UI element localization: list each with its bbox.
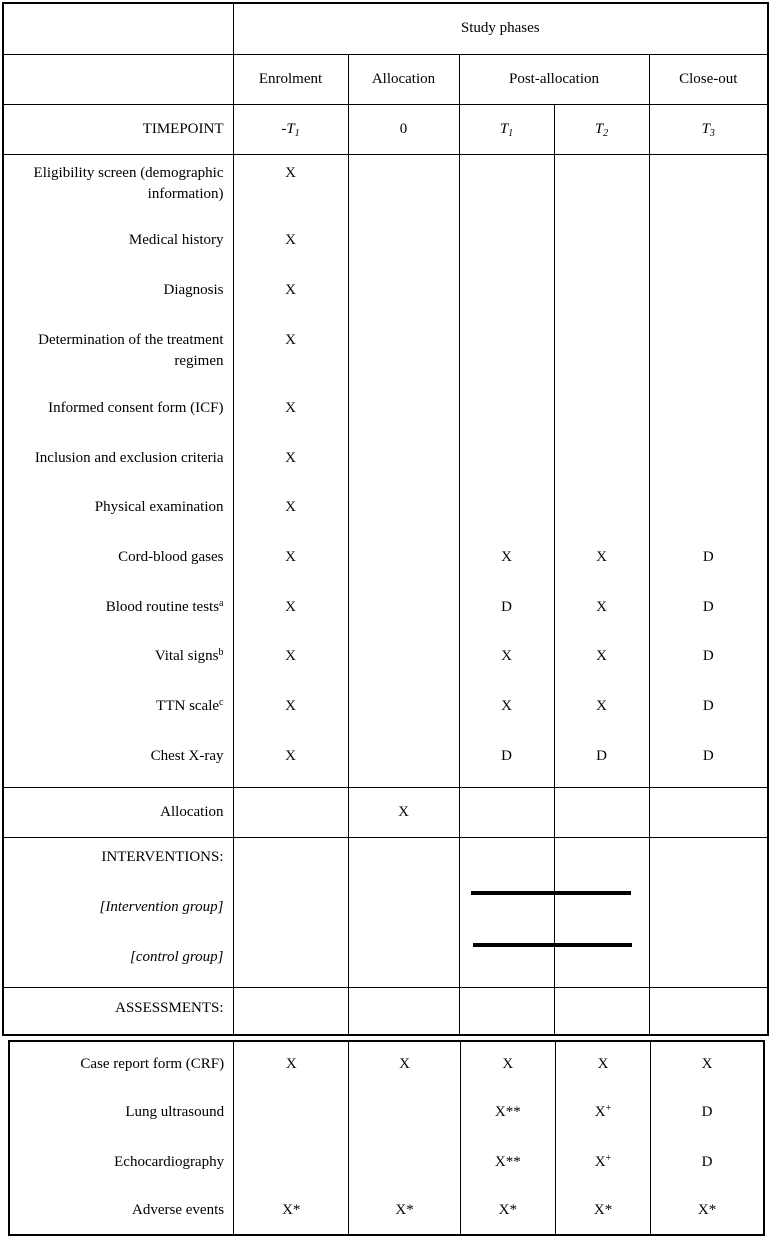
phase-post-allocation: Post-allocation	[459, 54, 649, 104]
timepoint-allocation: 0	[348, 104, 459, 154]
study-phases-header: Study phases	[233, 3, 768, 54]
row-label: Inclusion and exclusion criteria	[3, 440, 233, 489]
cell-t3: X	[701, 1056, 713, 1072]
cell-enrol: X	[233, 589, 348, 638]
cell	[649, 987, 768, 1035]
cell	[554, 787, 649, 837]
cell-t2	[554, 154, 649, 222]
cell	[649, 837, 768, 987]
table-row	[3, 222, 768, 272]
cell-t2	[554, 222, 649, 272]
cell-t3	[649, 390, 768, 440]
cell-alloc	[348, 589, 459, 638]
cell-alloc	[349, 1137, 460, 1187]
cell-alloc: X*	[349, 1187, 460, 1235]
cell-t1: X	[459, 638, 554, 688]
row-label: Informed consent form (ICF)	[3, 390, 233, 440]
row-label: Adverse events	[9, 1187, 234, 1235]
table-row	[3, 738, 768, 787]
cell-enrol: X	[233, 738, 348, 787]
cell-enrol: X	[233, 322, 348, 390]
cell-t3	[649, 154, 768, 222]
cell-t2	[554, 322, 649, 390]
cell-alloc	[348, 539, 459, 589]
cell-t3	[649, 272, 768, 322]
cell-t2	[554, 489, 649, 539]
row-label: Case report form (CRF)	[9, 1041, 234, 1087]
timepoint-label: TIMEPOINT	[3, 104, 233, 154]
cell-enrol: X	[233, 638, 348, 688]
table-row	[9, 1087, 764, 1137]
row-label: Diagnosis	[3, 272, 233, 322]
cell	[233, 987, 348, 1035]
cell-t1	[459, 272, 554, 322]
row-label: Cord-blood gases	[3, 539, 233, 589]
cell-alloc	[348, 638, 459, 688]
cell-t1: X	[459, 539, 554, 589]
cell-alloc	[348, 154, 459, 222]
cell-enrol	[234, 1087, 349, 1137]
interventions-cell	[3, 837, 233, 987]
cell-t1: X	[459, 688, 554, 738]
cell	[459, 987, 554, 1035]
row-label: Blood routine tests$^a$	[3, 589, 233, 638]
allocation-row-mark: X	[348, 787, 459, 837]
row-label: Medical history	[3, 222, 233, 272]
assessments-title: ASSESSMENTS:	[3, 987, 233, 1035]
cell-t2: X	[554, 539, 649, 589]
timepoint-t2: $T_2$	[554, 104, 649, 154]
cell-t3	[649, 222, 768, 272]
cell-alloc	[348, 440, 459, 489]
cell-alloc	[348, 738, 459, 787]
phase-enrolment: Enrolment	[233, 54, 348, 104]
cell	[554, 837, 649, 987]
cell	[459, 787, 554, 837]
empty-header-cell	[3, 3, 233, 54]
cell-alloc	[348, 489, 459, 539]
cell	[554, 987, 649, 1035]
cell-t3: D	[649, 738, 768, 787]
table-row	[3, 638, 768, 688]
cell-enrol: X	[233, 390, 348, 440]
cell-alloc	[348, 222, 459, 272]
cell-t1	[459, 440, 554, 489]
table-row	[3, 688, 768, 738]
cell-alloc	[348, 390, 459, 440]
cell-t3: D	[701, 1103, 713, 1120]
cell-enrol: X	[233, 489, 348, 539]
empty-phase-cell	[3, 54, 233, 104]
cell-alloc: X	[349, 1041, 460, 1087]
cell-t3	[649, 489, 768, 539]
row-label: Echocardiography	[9, 1137, 234, 1187]
cell	[233, 837, 348, 987]
cell-t3	[649, 440, 768, 489]
cell-enrol: X	[233, 440, 348, 489]
cell	[649, 787, 768, 837]
cell-t3	[649, 322, 768, 390]
control-group-bar	[473, 943, 632, 947]
cell-t3: D	[702, 648, 714, 664]
cell-t2: X	[554, 638, 649, 688]
timepoint-enrolment: $-T_1$	[233, 104, 348, 154]
timepoint-t1: $T_1$	[459, 104, 554, 154]
cell-enrol: X*	[234, 1187, 349, 1235]
cell-t3: D	[701, 1153, 713, 1170]
cell-enrol: X	[233, 272, 348, 322]
row-label: Determination of the treatment regimen	[3, 322, 233, 390]
table-row	[9, 1137, 764, 1187]
cell-t2: D	[554, 738, 649, 787]
table-row	[3, 390, 768, 440]
cell-t1	[459, 322, 554, 390]
cell-t2	[554, 390, 649, 440]
table-row	[3, 440, 768, 489]
cell-t1: X*	[460, 1187, 555, 1235]
cell-t1: D	[459, 589, 554, 638]
cell-alloc	[348, 688, 459, 738]
cell-t2: X	[554, 589, 649, 638]
row-label: Physical examination	[3, 489, 233, 539]
cell-t1: D	[459, 738, 554, 787]
table-row	[3, 272, 768, 322]
table-row	[3, 489, 768, 539]
cell-enrol: X	[233, 539, 348, 589]
table-row	[3, 589, 768, 638]
row-label: Vital signs$^b$	[3, 638, 233, 688]
phase-close-out: Close-out	[649, 54, 768, 104]
row-label: TTN scale$^c$	[3, 688, 233, 738]
phase-allocation: Allocation	[348, 54, 459, 104]
allocation-row-label: Allocation	[3, 787, 233, 837]
table-row	[9, 1187, 764, 1235]
cell-t1	[459, 489, 554, 539]
interventions-title: INTERVENTIONS:	[101, 848, 224, 865]
intervention-group-bar	[471, 891, 631, 895]
cell-t2	[554, 272, 649, 322]
cell-enrol: X	[233, 688, 348, 738]
table-row	[3, 322, 768, 390]
cell-t3: D	[702, 698, 714, 714]
schedule-table	[2, 2, 769, 1036]
cell-t1	[459, 390, 554, 440]
cell-alloc	[348, 272, 459, 322]
cell-t2: X+	[555, 1137, 650, 1187]
cell-t2: X	[554, 688, 649, 738]
table-row	[9, 1041, 764, 1087]
cell-t3: X*	[697, 1202, 717, 1218]
cell-t3: D	[702, 599, 714, 615]
table-row	[3, 154, 768, 222]
intervention-group-label: [Intervention group]	[99, 898, 224, 915]
cell	[459, 837, 554, 987]
cell-t3: D	[702, 549, 714, 565]
cell-t1	[459, 222, 554, 272]
cell	[348, 837, 459, 987]
cell-alloc	[349, 1087, 460, 1137]
cell-t1: X**	[460, 1137, 555, 1187]
cell-t2: X	[555, 1041, 650, 1087]
cell-enrol: X	[233, 222, 348, 272]
control-group-label: [control group]	[130, 948, 224, 965]
cell-t2: X+	[555, 1087, 650, 1137]
cell	[233, 787, 348, 837]
row-label: Eligibility screen (demographic information)	[3, 154, 233, 222]
row-label: Lung ultrasound	[9, 1087, 234, 1137]
row-label: Chest X-ray	[3, 738, 233, 787]
table-row	[3, 539, 768, 589]
cell-t1: X**	[460, 1087, 555, 1137]
timepoint-t3: $T_3$	[649, 104, 768, 154]
cell-enrol: X	[233, 154, 348, 222]
cell-enrol: X	[234, 1041, 349, 1087]
cell-t1	[459, 154, 554, 222]
cell-alloc	[348, 322, 459, 390]
cell-t2: X*	[555, 1187, 650, 1235]
cell-enrol	[234, 1137, 349, 1187]
assessment-table	[8, 1040, 765, 1236]
cell	[348, 987, 459, 1035]
cell-t2	[554, 440, 649, 489]
cell-t1: X	[460, 1041, 555, 1087]
